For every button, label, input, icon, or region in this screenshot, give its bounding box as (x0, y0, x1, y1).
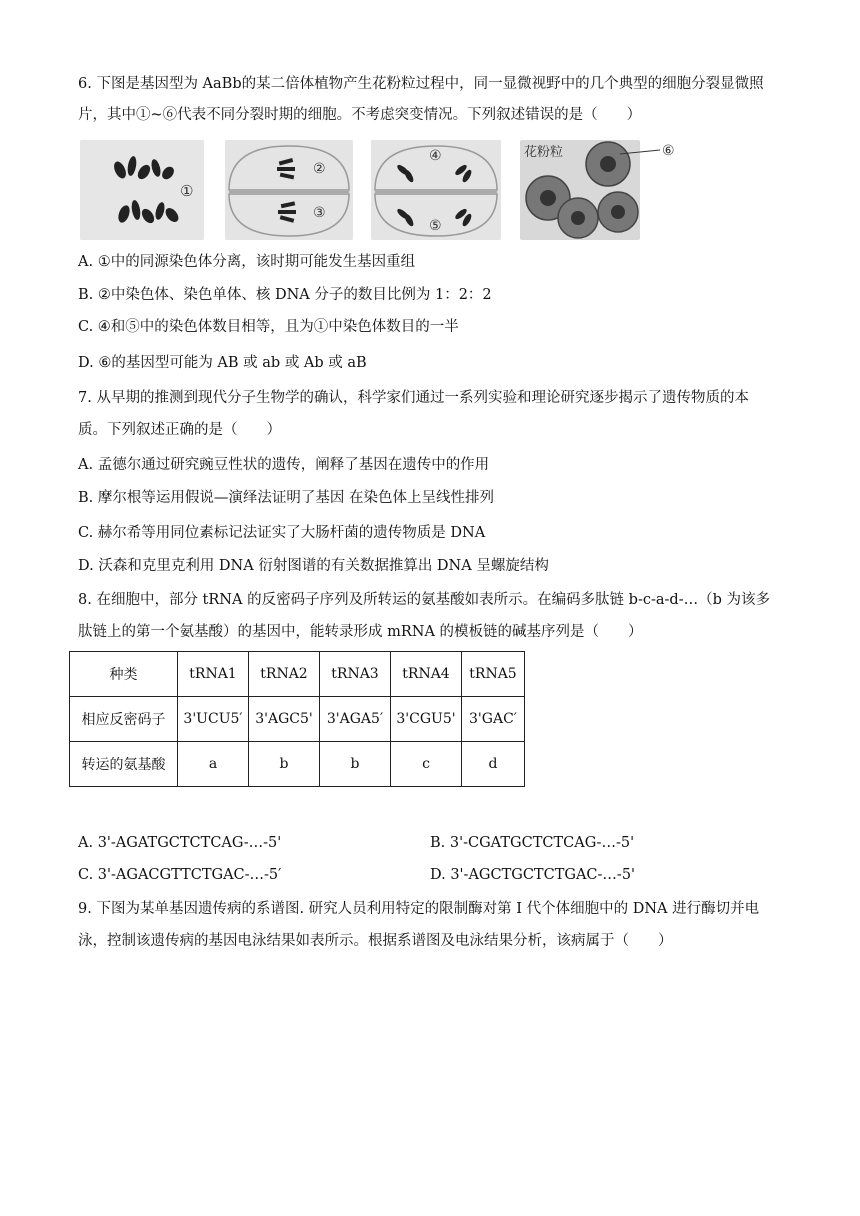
q6-option-c: C. ④和⑤中的染色体数目相等，且为①中染色体数目的一半 (78, 319, 459, 335)
q7-option-a: A. 孟德尔通过研究豌豆性状的遗传，阐释了基因在遗传中的作用 (78, 457, 490, 473)
table-cell: tRNA3 (320, 652, 391, 697)
label-cell-5: ⑤ (429, 218, 442, 234)
q6-option-d: D. ⑥的基因型可能为 AB 或 ab 或 Ab 或 aB (78, 355, 367, 371)
q8-option-c: C. 3'-AGACGTTCTGAC-…-5′ (78, 867, 282, 883)
table-cell: 3'AGA5′ (320, 697, 391, 742)
q7-stem-line2: 质。下列叙述正确的是（ ） (78, 422, 281, 438)
table-cell: 转运的氨基酸 (70, 742, 178, 787)
table-cell: 3'UCU5′ (178, 697, 249, 742)
table-cell: 3'CGU5' (391, 697, 462, 742)
q7-option-c: C. 赫尔希等用同位素标记法证实了大肠杆菌的遗传物质是 DNA (78, 525, 486, 541)
table-cell: tRNA2 (249, 652, 320, 697)
micrograph-3 (371, 140, 501, 240)
q6-stem-line2: 片，其中①~⑥代表不同分裂时期的细胞。不考虑突变情况。下列叙述错误的是（ ） (78, 107, 642, 123)
table-cell: tRNA5 (462, 652, 525, 697)
table-row (70, 697, 525, 742)
q8-option-a: A. 3'-AGATGCTCTCAG-…-5' (78, 835, 282, 851)
q6-option-b: B. ②中染色体、染色单体、核 DNA 分子的数目比例为 1：2：2 (78, 287, 492, 303)
q9-stem-line1: 9. 下图为某单基因遗传病的系谱图. 研究人员利用特定的限制酶对第 I 代个体细胞中的 DNA 进行酶切并电 (78, 901, 760, 917)
table-cell: b (249, 742, 320, 787)
table-cell: tRNA4 (391, 652, 462, 697)
micrograph-2 (225, 140, 353, 240)
q8-stem-line2: 肽链上的第一个氨基酸）的基因中，能转录形成 mRNA 的模板链的碱基序列是（ ） (78, 624, 643, 640)
label-cell-6: ⑥ (662, 143, 675, 159)
q7-stem-line1: 7. 从早期的推测到现代分子生物学的确认，科学家们通过一系列实验和理论研究逐步揭示了遗传物质的本 (78, 390, 749, 406)
label-cell-3: ③ (313, 205, 326, 221)
table-cell: b (320, 742, 391, 787)
trna-table (69, 651, 525, 787)
label-cell-4: ④ (429, 148, 442, 164)
table-header-row (70, 652, 525, 697)
pointer-line (620, 140, 720, 170)
q9-stem-line2: 泳，控制该遗传病的基因电泳结果如表所示。根据系谱图及电泳结果分析，该病属于（ ） (78, 933, 673, 949)
q7-option-d: D. 沃森和克里克利用 DNA 衍射图谱的有关数据推算出 DNA 呈螺旋结构 (78, 558, 549, 574)
table-cell: 3'AGC5' (249, 697, 320, 742)
table-cell: 种类 (70, 652, 178, 697)
table-cell: tRNA1 (178, 652, 249, 697)
table-cell: 相应反密码子 (70, 697, 178, 742)
q6-stem-line1: 6. 下图是基因型为 AaBb的某二倍体植物产生花粉粒过程中，同一显微视野中的几个典型的细胞分裂显微照 (78, 76, 764, 92)
q8-option-d: D. 3'-AGCTGCTCTGAC-…-5' (430, 867, 636, 883)
table-cell: 3'GAC′ (462, 697, 525, 742)
micrograph-1 (80, 140, 204, 240)
table-cell: d (462, 742, 525, 787)
label-cell-2: ② (313, 161, 326, 177)
q6-micrograph-figure (80, 140, 675, 240)
q8-option-b: B. 3'-CGATGCTCTCAG-…-5' (430, 835, 635, 851)
table-cell: a (178, 742, 249, 787)
table-cell: c (391, 742, 462, 787)
label-cell-1: ① (180, 182, 194, 200)
q8-stem-line1: 8. 在细胞中，部分 tRNA 的反密码子序列及所转运的氨基酸如表所示。在编码多肽链 b-c-a-d-…（b 为该多 (78, 592, 770, 608)
q6-option-a: A. ①中的同源染色体分离，该时期可能发生基因重组 (78, 254, 416, 270)
q7-option-b: B. 摩尔根等运用假说—演绎法证明了基因 在染色体上呈线性排列 (78, 490, 494, 506)
table-row (70, 742, 525, 787)
label-pollen: 花粉粒 (524, 145, 564, 160)
